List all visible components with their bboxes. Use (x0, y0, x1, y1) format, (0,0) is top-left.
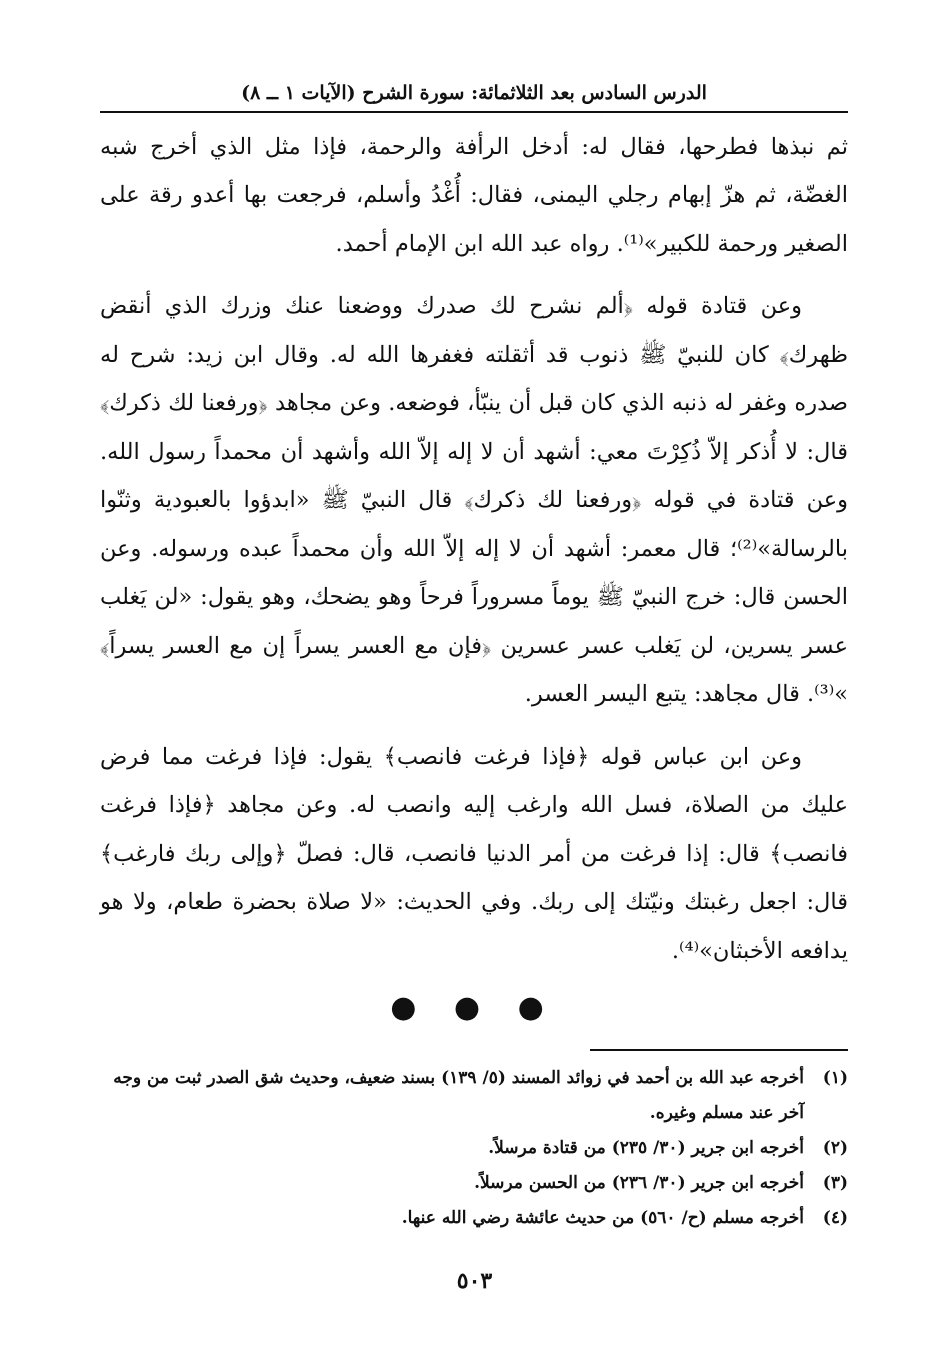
paragraph-2: وعن قتادة قوله ﴿ألم نشرح لك صدرك ووضعنا عنك وزرك الذي أنقض ظهرك﴾ كان للنبيّ ﷺ ذنوب قد أثقلته فغفرها الله له. وقال ابن زيد: شرح له صدره وغفر له ذنبه الذي كان قبل أن ينبّأ، فوضعه. وعن مجاهد ﴿ورفعنا لك ذكرك﴾ قال: لا أُذكر إلاّ ذُكِرْتَ معي: أشهد أن لا إله إلاّ الله وأشهد أن محمداً رسول الله. وعن قتادة في قوله ﴿ورفعنا لك ذكرك﴾ قال النبيّ ﷺ «ابدؤوا بالعبودية وثنّوا بالرسالة»⁽²⁾؛ قال معمر: أشهد أن لا إله إلاّ الله وأن محمداً عبده ورسوله. وعن الحسن قال: خرج النبيّ ﷺ يوماً مسروراً فرحاً وهو يضحك، وهو يقول: «لن يَغلب عسر يسرين، لن يَغلب عسر عسرين ﴿فإن مع العسر يسراً إن مع العسر يسراً﴾ »⁽³⁾. قال مجاهد: يتبع اليسر العسر. (100, 293, 848, 708)
body-text (100, 123, 848, 976)
footnote-4 (100, 1201, 848, 1236)
footnotes (100, 1061, 848, 1236)
footnote-text: أخرجه ابن جرير (٣٠/ ٢٣٦) من الحسن مرسلاً. (474, 1173, 804, 1194)
footnote-number: (٤) (822, 1208, 848, 1229)
paragraph-3: وعن ابن عباس قوله ﴿فإذا فرغت فانصب﴾ يقول: فإذا فرغت مما فرض عليك من الصلاة، فسل الله وارغب إليه وانصب له. وعن مجاهد ﴿فإذا فرغت فانصب﴾ قال: إذا فرغت من أمر الدنيا فانصب، قال: فصلّ ﴿وإلى ربك فارغب﴾ قال: اجعل رغبتك ونيّتك إلى ربك. وفي الحديث: «لا صلاة بحضرة طعام، ولا هو يدافعه الأخبثان»⁽⁴⁾. (100, 743, 848, 964)
running-header: الدرس السادس بعد الثلاثمائة: سورة الشرح (الآيات ١ ــ ٨) (100, 80, 848, 113)
paragraph-1: ثم نبذها فطرحها، فقال له: أدخل الرأفة والرحمة، فإذا مثل الذي أخرج شبه الغضّة، ثم هزّ إبهام رجلي اليمنى، فقال: أُغْدُ وأسلم، فرجعت بها أعدو رقة على الصغير ورحمة للكبير»⁽¹⁾. رواه عبد الله ابن الإمام أحمد. (100, 133, 848, 257)
section-separator-dots: ● ● ● (390, 990, 558, 1026)
footnote-divider (590, 1049, 848, 1051)
footnote-3 (100, 1166, 848, 1201)
footnote-2 (100, 1131, 848, 1166)
footnote-number: (٢) (822, 1138, 848, 1159)
footnote-text: أخرجه عبد الله بن أحمد في زوائد المسند (٥/ ١٣٩) بسند ضعيف، وحديث شق الصدر ثبت من وجه آخر عند مسلم وغيره. (113, 1068, 804, 1124)
book-page (100, 80, 848, 1236)
footnote-1 (100, 1061, 848, 1131)
footnote-text: أخرجه ابن جرير (٣٠/ ٢٣٥) من قتادة مرسلاً. (488, 1138, 804, 1159)
footnote-number: (٣) (822, 1173, 848, 1194)
page-number: ٥٠٣ (456, 1268, 493, 1294)
footnote-number: (١) (822, 1068, 848, 1089)
footnote-text: أخرجه مسلم (ح/ ٥٦٠) من حديث عائشة رضي الله عنها. (401, 1208, 804, 1229)
